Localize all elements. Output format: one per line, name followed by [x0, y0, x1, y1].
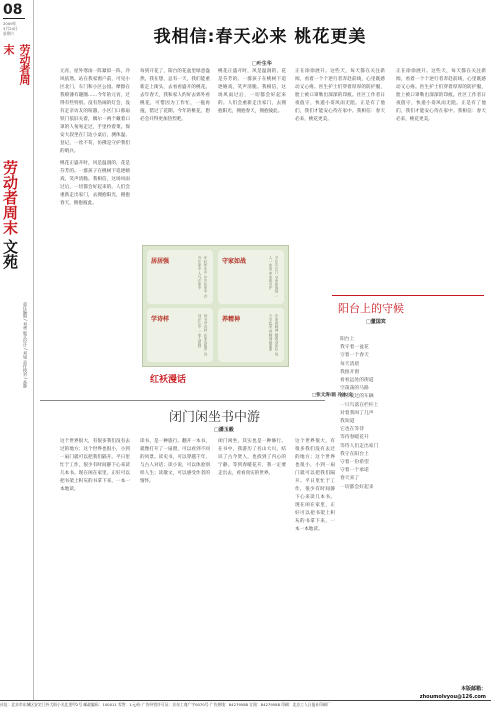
verse-line: 诗词在心中	[198, 314, 208, 356]
newspaper-logo: 劳动者周末	[2, 44, 31, 84]
poem-top-rule	[332, 295, 484, 296]
section-title-red: 劳动者周末	[1, 160, 19, 235]
main-article-col-5: 正在徐徐展开。这些天，每天都在关注新闻，看着一个个逆行者奔赴前线，心里既感动又心疼。医生护士们穿着厚厚的防护服，脸上被口罩勒出深深的印痕。社区工作者日夜值守，快递小哥风雨无阻。正是有了他们，我们才能安心待在家中。我相信：春天必来，桃花更美。	[396, 69, 486, 122]
main-headline: 我相信:春天必来 桃花更美	[153, 27, 367, 47]
poem-line: 阳台上	[340, 337, 355, 342]
essay-col-1: 这个世界很大，有很多我们没有去过的地方；这个世界也很小，小到一扇门就可以把我们隔开。平日里忙于工作，很少有时间静下心来读几本书。现在闲在家里，正好可以把书架上积灰的书拿下来，一本一本地读。	[60, 439, 130, 492]
section-title-black: 文苑	[1, 239, 19, 269]
page-number: 08	[3, 2, 23, 18]
poem-line: 每天清晨	[340, 361, 360, 367]
comic-panel-verse	[268, 256, 280, 300]
poem-line: 它也在等待	[340, 427, 364, 433]
essay-col-2: 读书，是一种旅行。翻开一本书，就像打开了一扇窗，可以看到不同的风景。读史书，可以穿越千年，与古人对话；读小说，可以体验别样人生；读散文，可以感受作者的情怀。	[140, 439, 210, 484]
main-article-col-4: 正在徐徐展开。这些天，每天都在关注新闻，看着一个个逆行者奔赴前线，心里既感动又心疼。医生护士们穿着厚厚的防护服，脸上被口罩勒出深深的印痕。社区工作者日夜值守，快递小哥风雨无阻。正是有了他们，我们才能安心待在家中。我相信：春天必来，桃花更美。	[295, 69, 385, 122]
comic-panel-caption: 学诗样	[151, 316, 170, 323]
poem-line: 守着一份希望	[340, 460, 369, 466]
comic-panel-verse	[197, 314, 209, 358]
section-label	[2, 160, 28, 269]
footer: 社址：北京市东城区安定门外大街小关北里甲2号 邮政编码：100011 零售：1元/份 广告经营许可证：京东工商广字0070号 广告热线：84279588 订阅：84279588 印刷：北京工人日报社印刷厂	[0, 700, 491, 710]
poem-line: 一切都会好起来	[340, 484, 374, 490]
main-byline: □叶生华	[252, 61, 272, 67]
section-divider	[40, 400, 325, 401]
poem-line: 等待春暖花开	[340, 435, 369, 441]
poem-title: 阳台上的守候	[338, 302, 404, 315]
date-line: 2009年	[3, 21, 17, 26]
comic-panel-1	[147, 250, 213, 304]
main-article-col-1b: 桃花正盛开时，风是温润的，花是芬芳的。一群孩子在桃树下追逐嬉戏，笑声清脆。我相信，这场风雨过后，一切都会好起来的。人们会重新走出家门，去拥抱阳光，拥抱春天，拥抱彼此。	[60, 161, 130, 206]
poem-line: 守着一个春天	[340, 353, 369, 359]
poem-line: 空荡荡的马路	[340, 386, 369, 392]
essay-author: □潘玉毅	[214, 427, 234, 433]
comic-panel-verse	[268, 314, 280, 358]
poem-author: □董国宾	[366, 319, 386, 325]
essay-col-4: 这个世界很大，有很多我们没有去过的地方；这个世界也很小，小到一扇门就可以把我们隔开。平日里忙于工作，很少有时间静下心来读几本书。现在闲在家里，正好可以把书架上积灰的书拿下来，一本一本地读。	[295, 439, 335, 532]
verse-line: 读书学诗样	[204, 314, 208, 332]
poem-line: 我推开窗	[340, 369, 360, 375]
comic-title: 红袄漫话	[150, 375, 187, 385]
email-label: 本版邮箱：	[460, 686, 486, 692]
poem-line: 守着一个承诺	[340, 468, 369, 474]
left-divider	[33, 0, 34, 700]
comic-panel-verse	[197, 256, 209, 300]
verse-line: 人气在家中	[198, 271, 202, 290]
verse-line: 冷冷在家中	[198, 256, 208, 298]
verse-line: 一家人团圆	[198, 329, 202, 348]
verse-line: 岁岁在家中	[204, 275, 208, 294]
comic-panel-4	[218, 308, 284, 362]
poem-line: 我知道	[340, 419, 355, 425]
main-article-col-1: 元宵，屋外寒雨一阵紧似一阵，冷风依然。站在我家窗户前，可见小区北门，车门和小区公园。摩擦在我喷薄有趣圈……今年的元宵，过得有些特别。没有热闹的灯会，没有走亲访友的喧嚣，小区门口那扇铁门依旧关着，偶尔一两个戴着口罩的人匆匆走过，手里拎着菜。保安大叔坐在门边小桌后，测体温、登记，一丝不苟，仿佛是守护我们的哨兵。	[60, 69, 130, 154]
verse-line: 锻炼身体好	[275, 333, 279, 352]
poem-line: 我守着一盆花	[340, 345, 369, 351]
issue-date	[3, 21, 31, 36]
comic-panel-caption: 守家如战	[222, 258, 247, 265]
verse-line: 在家养精神	[275, 314, 279, 332]
verse-line: 养精神最重要	[269, 329, 273, 352]
comic-strip	[142, 245, 289, 367]
comic-panel-caption: 居居强	[151, 258, 170, 265]
poem-line: 等待人们走出家门	[340, 443, 379, 449]
main-article-col-2: 每到开花了，阳台的花盆里绿意盎然，我在想，总有一天，我们能重新走上街头，去看看盛开的桃花。去年春天，我和家人约好去郊外看桃花，可惜因为工作忙，一拖再拖，错过了花期。今年的桃花，想必会开得更加热烈吧。	[140, 69, 210, 122]
poem-line: 偶尔驶过的车辆	[340, 394, 374, 400]
verse-line: 守家如战场	[275, 275, 279, 294]
verse-line: 家家都守护	[269, 271, 273, 290]
essay-col-3: 闭门闲坐，其实也是一种修行。在书中，我游历了名山大川，结识了古今贤人，也找到了内心的宁静。等到春暖花开，我一定要走出去，看看真实的世界。	[218, 439, 286, 476]
poem-line: 春天来了	[340, 476, 360, 482]
verse-line: 年轻年年岁	[204, 256, 208, 274]
comic-panel-caption: 养精神	[222, 316, 241, 323]
main-article-col-3: 桃花正盛开时，风是温润的，花是芬芳的。一群孩子在桃树下追逐嬉戏，笑声清脆。我相信，这场风雨过后，一切都会好起来的。人们会重新走出家门，去拥抱阳光，拥抱春天，拥抱彼此。	[218, 69, 286, 114]
comic-credit: □张文涛/画 冷冰/文	[312, 393, 353, 398]
verse-line: 在家也能学	[204, 333, 208, 352]
verse-line: 一人一家庭	[269, 256, 279, 298]
editor-email-block	[386, 685, 486, 701]
date-line: 星期六	[3, 31, 15, 36]
date-line: 3月24日	[3, 26, 18, 31]
poem-line: 一只鸟落在栏杆上	[340, 402, 379, 408]
verse-line: 每天早起来	[269, 314, 279, 356]
comic-panel-3	[147, 308, 213, 362]
essay-title: 闭门闲坐书中游	[168, 410, 260, 425]
comic-panel-2	[218, 250, 284, 304]
poem-line: 我守在阳台上	[340, 451, 369, 457]
page-number-rule	[3, 18, 25, 19]
email-address[interactable]: zhoumolvyou@126.com	[419, 694, 486, 700]
poem-line: 对着我叫了几声	[340, 410, 374, 416]
poem-line: 看看远处的街道	[340, 378, 374, 384]
editor-credits: 责任编辑 / 刘勇 版式设计 / 刘旭 责任校对 / 高静	[23, 302, 28, 389]
verse-line: 守住小区门	[275, 256, 279, 274]
poem-body	[340, 336, 480, 492]
